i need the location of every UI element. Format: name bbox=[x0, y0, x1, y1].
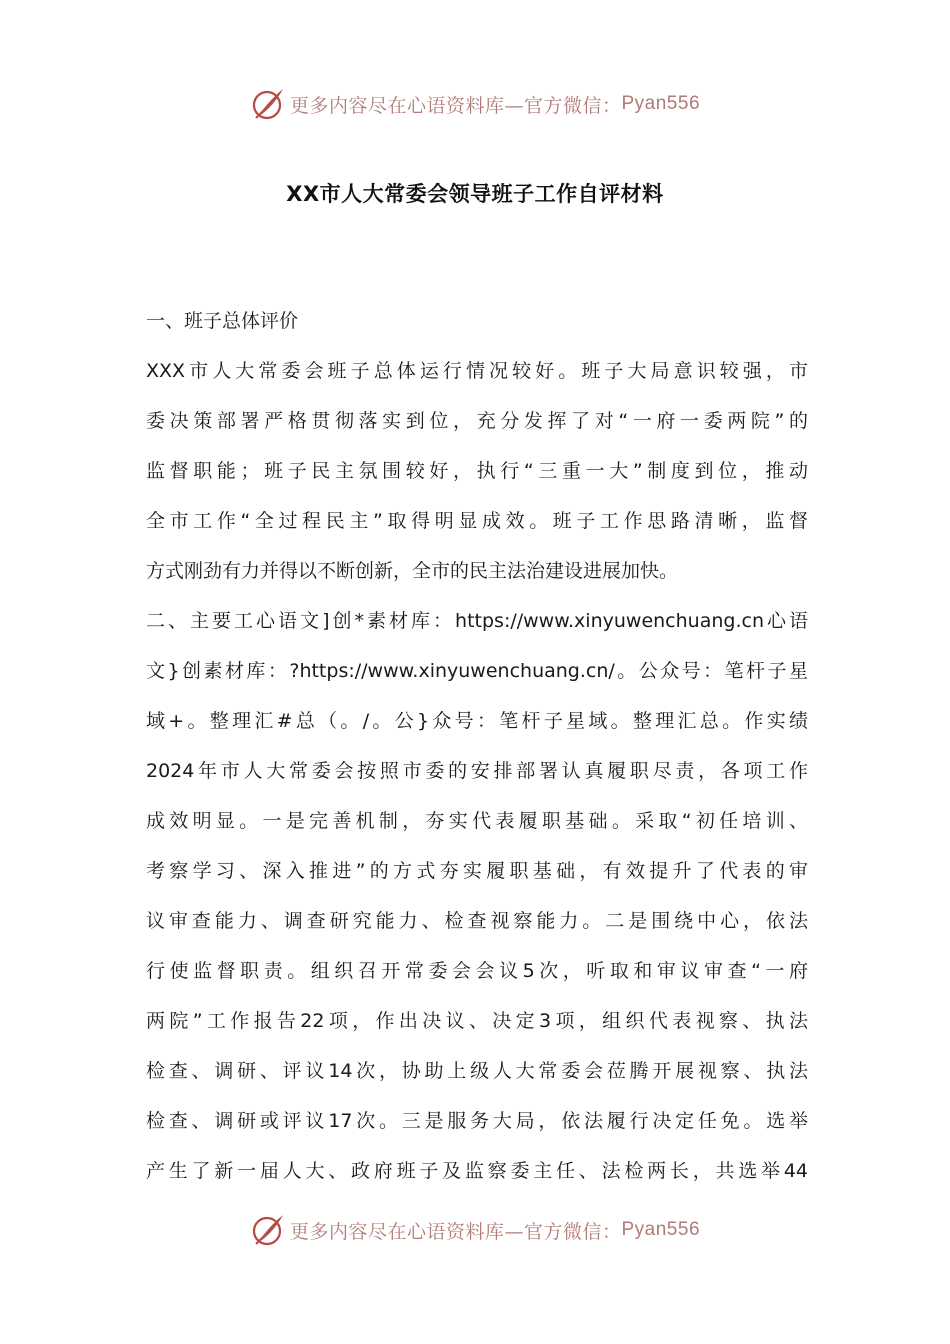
paragraph-line: 域+。整理汇#总（。/。公}众号：笔杆子星域。整理汇总。作实绩 bbox=[146, 710, 808, 732]
footer-watermark-banner bbox=[0, 1210, 950, 1250]
paragraph-line: 行使监督职责。组织召开常委会会议5次，听取和审议审查“一府 bbox=[146, 960, 808, 982]
paragraph-line: 全市工作“全过程民主”取得明显成效。班子工作思路清晰，监督 bbox=[146, 510, 808, 532]
paragraph-line: 检查、调研、评议14次，协助上级人大常委会莅腾开展视察、执法 bbox=[146, 1060, 808, 1082]
section-heading: 一、班子总体评价 bbox=[146, 310, 299, 332]
paragraph-line: 考察学习、深入推进”的方式夯实履职基础，有效提升了代表的审 bbox=[146, 860, 808, 882]
paragraph-line: 委决策部署严格贯彻落实到位，充分发挥了对“一府一委两院”的 bbox=[146, 410, 808, 432]
quill-pen-logo-icon bbox=[250, 86, 286, 122]
banner-wechat-id: Pyan556 bbox=[621, 93, 701, 114]
paragraph-line: 议审查能力、调查研究能力、检查视察能力。二是围绕中心，依法 bbox=[146, 910, 808, 932]
paragraph-line: 成效明显。一是完善机制，夯实代表履职基础。采取“初任培训、 bbox=[146, 810, 808, 832]
banner-brand-text: 更多内容尽在心语资料库—官方微信： bbox=[289, 94, 622, 117]
banner-brand-text: 更多内容尽在心语资料库—官方微信： bbox=[289, 1220, 622, 1243]
paragraph-line: 文}创素材库：?https://www.xinyuwenchuang.cn/。公众号：笔杆子星 bbox=[146, 660, 808, 682]
paragraph-line: 产生了新一届人大、政府班子及监察委主任、法检两长，共选举44 bbox=[146, 1160, 808, 1182]
banner-wechat-id: Pyan556 bbox=[621, 1219, 701, 1240]
section-heading: 二、主要工心语文]创*素材库：https://www.xinyuwenchuang.cn心语 bbox=[146, 610, 808, 632]
paragraph-line: XXX市人大常委会班子总体运行情况较好。班子大局意识较强，市 bbox=[146, 360, 808, 382]
document-body bbox=[146, 296, 808, 1196]
paragraph-line: 检查、调研或评议17次。三是服务大局，依法履行决定任免。选举 bbox=[146, 1110, 808, 1132]
paragraph-line: 2024年市人大常委会按照市委的安排部署认真履职尽责，各项工作 bbox=[146, 760, 808, 782]
paragraph-line: 方式刚劲有力并得以不断创新，全市的民主法治建设进展加快。 bbox=[146, 560, 679, 582]
header-watermark-banner bbox=[0, 84, 950, 124]
paragraph-line: 两院”工作报告22项，作出决议、决定3项，组织代表视察、执法 bbox=[146, 1010, 808, 1032]
document-title: XX市人大常委会领导班子工作自评材料 bbox=[286, 182, 664, 206]
quill-pen-logo-icon bbox=[250, 1212, 286, 1248]
paragraph-line: 监督职能；班子民主氛围较好，执行“三重一大”制度到位，推动 bbox=[146, 460, 808, 482]
